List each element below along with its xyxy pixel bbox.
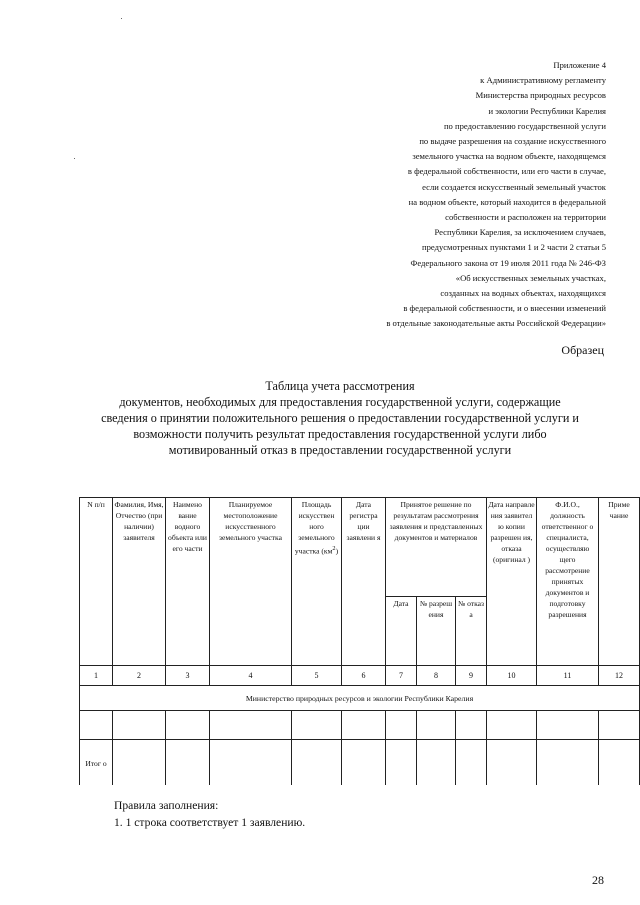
- column-number: 9: [456, 666, 487, 686]
- header-location: Планируемое местоположение искусственного земельного участка: [210, 498, 292, 666]
- column-number: 3: [166, 666, 210, 686]
- subheader-refusal-number: № отказ а: [456, 597, 487, 666]
- column-number: 1: [80, 666, 113, 686]
- appendix-line: и экологии Республики Карелия: [488, 105, 606, 116]
- table-cell: [80, 711, 113, 740]
- header-area-text: Площадь искусствен ного земельного участка (км: [294, 500, 335, 556]
- table-cell: [537, 740, 599, 786]
- column-number: 10: [487, 666, 537, 686]
- table-cell: [417, 740, 456, 786]
- table-cell: [456, 740, 487, 786]
- header-send-date: Дата направле ния заявител ю копии разрешен ия, отказа (оригинал ): [487, 498, 537, 666]
- appendix-line: к Административному регламенту: [480, 75, 606, 86]
- column-number: 12: [599, 666, 640, 686]
- appendix-line: земельного участка на водном объекте, находящемся: [412, 151, 606, 162]
- table-header-row: [80, 498, 640, 597]
- filling-rules: [114, 797, 305, 831]
- page-number: 28: [592, 873, 604, 887]
- table-cell: [599, 711, 640, 740]
- appendix-line: Министерства природных ресурсов: [475, 90, 606, 101]
- registration-table: [79, 497, 640, 785]
- table-cell: [210, 711, 292, 740]
- title-line: мотивированный отказ в предоставлении государственной услуги: [168, 443, 512, 457]
- header-water-object: Наимено вание водного объекта или его части: [166, 498, 210, 666]
- table-cell: [599, 740, 640, 786]
- header-decision: Принятое решение по результатам рассмотрения заявления и представленных документов и материалов: [386, 498, 487, 597]
- rules-heading: Правила заполнения:: [114, 799, 219, 812]
- title-line: сведения о принятии положительного решения о предоставлении государственной услуги и: [101, 411, 579, 425]
- ministry-cell: Министерство природных ресурсов и экологии Республики Карелия: [80, 686, 640, 711]
- appendix-header: [276, 58, 606, 332]
- appendix-line: по предоставлению государственной услуги: [443, 120, 606, 131]
- column-numbers-row: [80, 666, 640, 686]
- appendix-line: по выдаче разрешения на создание искусственного: [419, 136, 606, 147]
- column-number: 2: [113, 666, 166, 686]
- table-cell: [210, 740, 292, 786]
- header-registration-date: Дата регистра ции заявлени я: [342, 498, 386, 666]
- rules-item: 1. 1 строка соответствует 1 заявлению.: [114, 816, 306, 829]
- column-number: 5: [292, 666, 342, 686]
- ministry-row: [80, 686, 640, 711]
- scan-speck: [121, 18, 122, 19]
- subheader-permit-number: № разреш ения: [417, 597, 456, 666]
- appendix-line: в отдельные законодательные акты Российской Федерации»: [386, 318, 606, 329]
- header-specialist: Ф.И.О., должность ответственног о специалиста, осуществляю щего рассмотрение принятых документов и подготовку разрешения: [537, 498, 599, 666]
- column-number: 11: [537, 666, 599, 686]
- appendix-line: в федеральной собственности, или его части в случае,: [407, 166, 606, 177]
- table-cell: [487, 711, 537, 740]
- column-number: 7: [386, 666, 417, 686]
- table-cell: [386, 711, 417, 740]
- table-cell: [113, 711, 166, 740]
- appendix-line: Приложение 4: [553, 60, 606, 70]
- table-cell: [342, 740, 386, 786]
- column-number: 8: [417, 666, 456, 686]
- column-number: 6: [342, 666, 386, 686]
- table-cell: [456, 711, 487, 740]
- title-line: Таблица учета рассмотрения: [265, 379, 415, 393]
- appendix-line: в федеральной собственности, и о внесении изменений: [403, 303, 606, 314]
- appendix-line: «Об искусственных земельных участках,: [455, 272, 606, 283]
- table-cell: [166, 740, 210, 786]
- table-cell: [166, 711, 210, 740]
- table-cell: [417, 711, 456, 740]
- table-cell: [342, 711, 386, 740]
- table-cell: [292, 711, 342, 740]
- header-number: N п/п: [80, 498, 113, 666]
- table-row: [80, 711, 640, 740]
- title-line: документов, необходимых для предоставления государственной услуги, содержащие: [119, 395, 561, 409]
- scan-speck: [74, 158, 75, 159]
- subheader-date: Дата: [386, 597, 417, 666]
- appendix-line: Республики Карелия, за исключением случаев,: [434, 227, 606, 238]
- table-cell: [292, 740, 342, 786]
- header-area-close: ): [335, 546, 339, 556]
- header-note: Приме чание: [599, 498, 640, 666]
- table-cell: [113, 740, 166, 786]
- total-label: Итог о: [80, 740, 113, 786]
- header-area: [292, 498, 342, 666]
- appendix-line: если создается искусственный земельный участок: [422, 181, 606, 192]
- appendix-line: Федерального закона от 19 июля 2011 года № 246-ФЗ: [410, 257, 606, 268]
- header-area-superscript: 2: [332, 545, 336, 552]
- table-cell: [487, 740, 537, 786]
- appendix-line: предусмотренных пунктами 1 и 2 части 2 статьи 5: [421, 242, 606, 253]
- sample-label: Образец: [561, 343, 604, 357]
- appendix-line: на водном объекте, который находится в федеральной: [408, 196, 606, 207]
- title-line: возможности получить результат предоставления государственной услуги либо: [133, 427, 547, 441]
- header-applicant-name: Фамилия, Имя, Отчество (при наличии) заявителя: [113, 498, 166, 666]
- column-number: 4: [210, 666, 292, 686]
- appendix-line: собственности и расположен на территории: [445, 212, 606, 223]
- appendix-line: созданных на водных объектах, находящихся: [440, 288, 606, 299]
- registration-table-container: [79, 497, 640, 785]
- total-row: [80, 740, 640, 786]
- document-title: [60, 378, 620, 458]
- table-cell: [537, 711, 599, 740]
- table-cell: [386, 740, 417, 786]
